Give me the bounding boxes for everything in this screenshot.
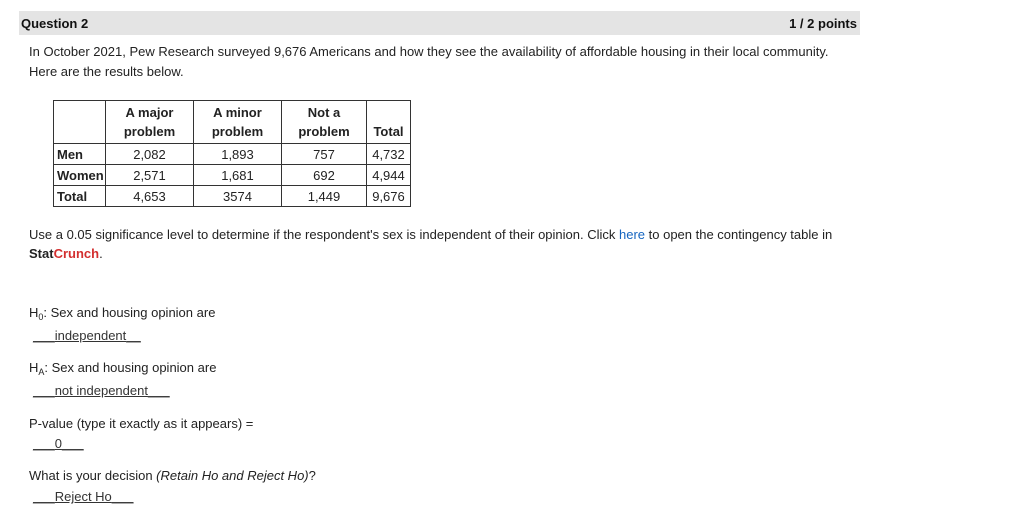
table-cell: 4,944 bbox=[367, 165, 411, 186]
instructions-text: to open the contingency table in bbox=[645, 227, 833, 242]
blank-dashes: ___ bbox=[33, 436, 55, 451]
header-line: Total bbox=[373, 124, 404, 139]
row-label: Women bbox=[54, 165, 106, 186]
blank-dashes: __ bbox=[126, 328, 141, 343]
blank-dashes: ___ bbox=[33, 328, 55, 343]
ha-text: : Sex and housing opinion are bbox=[44, 360, 217, 375]
instructions-text: Use a 0.05 significance level to determine if the respondent's sex is independent of their opinion. Click bbox=[29, 227, 619, 242]
pvalue-answer-value: 0 bbox=[54, 436, 62, 451]
table-row bbox=[54, 144, 411, 165]
table-cell: 1,681 bbox=[194, 165, 282, 186]
header-line: problem bbox=[211, 124, 264, 139]
table-header-cell bbox=[282, 101, 367, 144]
blank-dashes: ___ bbox=[33, 489, 55, 504]
question-points: 1 / 2 points bbox=[789, 15, 857, 31]
table-header-cell bbox=[194, 101, 282, 144]
header-line: problem bbox=[298, 124, 350, 139]
row-label: Men bbox=[54, 144, 106, 165]
h0-prompt bbox=[29, 305, 215, 320]
table-cell: 4,732 bbox=[367, 144, 411, 165]
h0-subscript: 0 bbox=[38, 312, 44, 322]
decision-prompt-text: What is your decision bbox=[29, 468, 157, 483]
ha-prompt bbox=[29, 360, 216, 375]
pvalue-answer[interactable] bbox=[33, 436, 84, 451]
table-header-cell bbox=[367, 101, 411, 144]
pvalue-prompt: P-value (type it exactly as it appears) = bbox=[29, 416, 254, 431]
header-line: A minor bbox=[213, 105, 262, 120]
table-row bbox=[54, 186, 411, 207]
table-cell: 1,893 bbox=[194, 144, 282, 165]
decision-prompt bbox=[29, 468, 316, 483]
table-cell: 757 bbox=[282, 144, 367, 165]
table-cell: 9,676 bbox=[367, 186, 411, 207]
decision-prompt-options: (Retain Ho and Reject Ho) bbox=[156, 468, 309, 483]
statcrunch-label-stat: Stat bbox=[29, 246, 54, 261]
blank-dashes: ___ bbox=[111, 489, 134, 504]
statcrunch-label-crunch: Crunch bbox=[53, 246, 100, 261]
contingency-table-link[interactable]: here bbox=[619, 227, 646, 242]
decision-prompt-end: ? bbox=[308, 468, 316, 483]
h0-text: : Sex and housing opinion are bbox=[43, 305, 216, 320]
ha-answer[interactable] bbox=[33, 383, 170, 398]
ha-subscript: A bbox=[38, 367, 45, 377]
header-line: A major bbox=[125, 105, 174, 120]
table-header-cell bbox=[106, 101, 194, 144]
instructions bbox=[29, 225, 869, 263]
table-cell: 4,653 bbox=[106, 186, 194, 207]
blank-dashes: ___ bbox=[61, 436, 84, 451]
h0-label: H bbox=[29, 305, 39, 320]
question-header bbox=[19, 11, 860, 35]
h0-answer-value: independent bbox=[54, 328, 127, 343]
h0-answer[interactable] bbox=[33, 328, 141, 343]
decision-answer[interactable] bbox=[33, 489, 133, 504]
table-header-row bbox=[54, 101, 411, 144]
instructions-period: . bbox=[99, 246, 103, 261]
decision-answer-value: Reject Ho bbox=[54, 489, 112, 504]
question-intro: In October 2021, Pew Research surveyed 9,676 Americans and how they see the availability of affordable housing in their local community. Here are the results below. bbox=[29, 44, 829, 79]
table-cell: 2,571 bbox=[106, 165, 194, 186]
row-label: Total bbox=[54, 186, 106, 207]
ha-label: H bbox=[29, 360, 39, 375]
blank-dashes: ___ bbox=[33, 383, 55, 398]
table-cell: 692 bbox=[282, 165, 367, 186]
blank-dashes: ___ bbox=[147, 383, 170, 398]
table-corner-cell bbox=[54, 101, 106, 144]
table-row bbox=[54, 165, 411, 186]
header-line: Not a bbox=[307, 105, 341, 120]
table-cell: 1,449 bbox=[282, 186, 367, 207]
table-cell: 2,082 bbox=[106, 144, 194, 165]
header-line: problem bbox=[123, 124, 176, 139]
table-cell: 3574 bbox=[194, 186, 282, 207]
contingency-table bbox=[53, 100, 411, 207]
question-title: Question 2 bbox=[21, 15, 89, 31]
ha-answer-value: not independent bbox=[54, 383, 148, 398]
